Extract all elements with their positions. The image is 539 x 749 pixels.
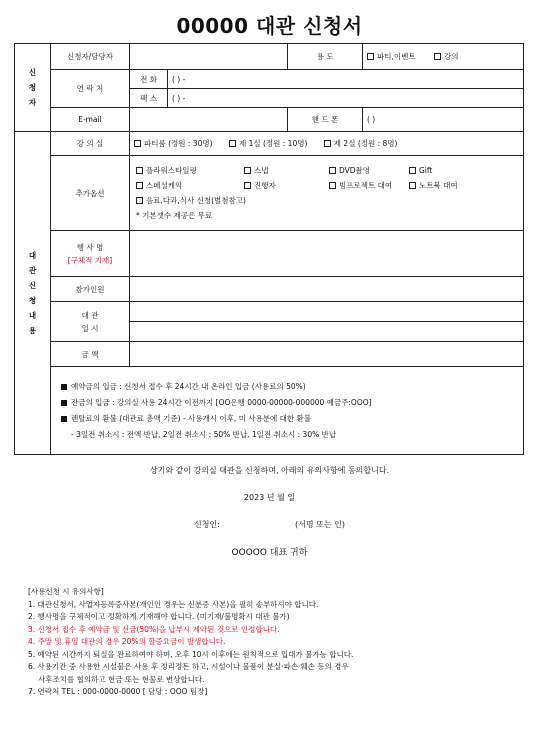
checkbox-icon[interactable]	[136, 197, 143, 204]
usage-note-item: 7. 연락처 TEL : 000-0000-0000 [ 담당 : OOO 팀장]	[28, 687, 208, 696]
agreement-text: 상기와 같이 강의실 대관을 신청하며, 아래의 유의사항에 동의합니다.	[149, 466, 390, 475]
amount-field[interactable]	[130, 342, 524, 367]
usage-note-item: 1. 대관신청서, 사업자등록증사본(개인인 경우는 신분증 사본)을 필히 송부하셔야 합니다.	[28, 599, 319, 609]
checkbox-icon[interactable]	[329, 167, 336, 174]
extra-options-row-3	[136, 193, 517, 208]
checkbox-icon[interactable]	[136, 167, 143, 174]
amount-label: 금 액	[51, 342, 130, 367]
checkbox-icon[interactable]	[409, 167, 416, 174]
extra-option-gift[interactable]: Gift	[409, 166, 432, 175]
purpose-label: 용 도	[288, 44, 363, 70]
purpose-options	[363, 44, 524, 70]
usage-note-item: 2. 행사명을 구체적이고 정확하게 기재해야 합니다. (미기재/불명확시 대관 불가)	[28, 612, 290, 621]
checkbox-icon[interactable]	[134, 140, 141, 147]
extra-options-note: * 기본셋수 제공은 무료	[136, 211, 213, 220]
rental-section-label: 대 관 신 청 내 용	[15, 132, 51, 455]
extra-option-snap[interactable]: 스냅	[244, 165, 329, 176]
phone-field[interactable]: ( ) -	[168, 70, 524, 89]
checkbox-icon[interactable]	[244, 182, 251, 189]
email-field[interactable]	[130, 108, 288, 132]
notice-deposit: 예약금의 입금 : 신청서 접수 후 24시간 내 온라인 입금 (사용료의 50%)	[61, 379, 513, 395]
rental-date-field-2[interactable]	[130, 322, 524, 342]
extra-option-dvd[interactable]: DVD촬영	[329, 165, 409, 176]
signature-line	[0, 519, 539, 530]
room-option-2[interactable]: 제 2실 (정원 : 8명)	[324, 139, 398, 148]
usage-notes-list	[28, 599, 518, 699]
extra-option-flower[interactable]: 플라워스타일링	[136, 165, 244, 176]
notice-refund: 렌탈료의 환불 (대관료 총액 기준) - 사용개시 이후, 미 사용분에 대한 환불	[61, 411, 513, 427]
extra-options-row-2	[136, 178, 517, 193]
room-option-1[interactable]: 제 1실 (정원 : 10명)	[229, 139, 307, 148]
extra-option-cake[interactable]: 스페셜케익	[136, 180, 244, 191]
usage-note-item: 5. 예약된 시간까지 퇴실을 완료하여야 하며, 오후 10시 이후에는 원칙적으로 입대가 불가능 합니다.	[28, 649, 354, 659]
usage-note-item: 4. 주말 및 휴일 대관의 경우 20%의 할증요금이 발생합니다.	[28, 637, 226, 646]
checkbox-icon[interactable]	[324, 140, 331, 147]
phone-label: 전 화	[130, 70, 168, 89]
notice-refund-detail: - 3일전 취소시 : 전액 반납, 2일전 취소시 : 50% 반납, 1일전 취소시 : 30% 반납	[71, 430, 337, 439]
checkbox-icon[interactable]	[229, 140, 236, 147]
mobile-label: 핸 드 폰	[288, 108, 363, 132]
signer-label: 신청인:	[194, 520, 220, 529]
checkbox-icon[interactable]	[409, 182, 416, 189]
notice-box	[51, 367, 524, 455]
attendees-field[interactable]	[130, 277, 524, 302]
room-option-party[interactable]: 파티룸 (정원 : 30명)	[134, 139, 213, 148]
applicant-name-label: 신청자/담당자	[51, 44, 130, 70]
extra-option-projector[interactable]: 빔프로젝트 대여	[329, 180, 409, 191]
room-label: 강 의 실	[51, 132, 130, 156]
checkbox-icon[interactable]	[434, 53, 441, 60]
notice-balance: 잔금의 입금 : 강의실 사용 24시간 이전까지 [OO은행 0000-00000-000000 예금주:OOO]	[61, 395, 513, 411]
page-title: 00000 대관 신청서	[176, 14, 363, 38]
room-options	[130, 132, 524, 156]
bullet-square-icon	[61, 416, 67, 422]
addressee: OOOOO 대표 귀하	[231, 548, 308, 558]
email-label: E-mail	[51, 108, 130, 132]
fax-field[interactable]: ( ) -	[168, 89, 524, 108]
applicant-name-field[interactable]	[130, 44, 288, 70]
attendees-label: 참가인원	[51, 277, 130, 302]
mobile-field[interactable]: ( )	[363, 108, 524, 132]
usage-notes	[28, 586, 518, 699]
usage-notes-heading: [사용신청 시 유의사항]	[28, 587, 104, 596]
usage-note-item: 사후조치를 협의하고 현금 또는 현물로 변상합니다.	[38, 674, 205, 684]
purpose-option-lecture[interactable]: 강의	[434, 52, 459, 61]
extra-option-catering[interactable]: 음료,다과,식사 신청(별첨참고)	[136, 195, 246, 206]
application-form	[14, 43, 524, 455]
extra-options	[130, 156, 524, 231]
application-date: 2023 년 월 일	[243, 493, 296, 502]
extra-option-laptop[interactable]: 노트북 대여	[409, 180, 458, 191]
usage-note-item: 3. 신청서 접수 후 예약금 및 선금(50%)을 납부시 계약된 것으로 인정합니다.	[28, 624, 280, 634]
checkbox-icon[interactable]	[244, 167, 251, 174]
signer-hint: (서명 또는 인)	[295, 520, 345, 529]
usage-note-item: 6. 사용기간 중 사용한 시설물은 사용 후 정리정돈 하고, 시설이나 물품이 분실·파손·훼손 등의 경우	[28, 662, 349, 671]
purpose-option-party[interactable]: 파티,이벤트	[367, 52, 416, 61]
contact-label: 연 락 처	[51, 70, 130, 108]
extra-options-row-1	[136, 163, 517, 178]
rental-date-field-1[interactable]	[130, 302, 524, 322]
bullet-square-icon	[61, 400, 67, 406]
checkbox-icon[interactable]	[136, 182, 143, 189]
checkbox-icon[interactable]	[367, 53, 374, 60]
checkbox-icon[interactable]	[329, 182, 336, 189]
fax-label: 팩 스	[130, 89, 168, 108]
extra-options-label: 추가옵션	[51, 156, 130, 231]
applicant-section-label: 신 청 자	[15, 44, 51, 132]
event-name-field[interactable]	[130, 231, 524, 277]
event-name-label: 행 사 명 [구체적 기재]	[51, 231, 130, 277]
event-name-hint: [구체적 기재]	[67, 255, 113, 265]
rental-date-label: 대 관 일 시	[51, 302, 130, 342]
bullet-square-icon	[61, 384, 67, 390]
extra-option-host[interactable]: 진행자	[244, 180, 329, 191]
